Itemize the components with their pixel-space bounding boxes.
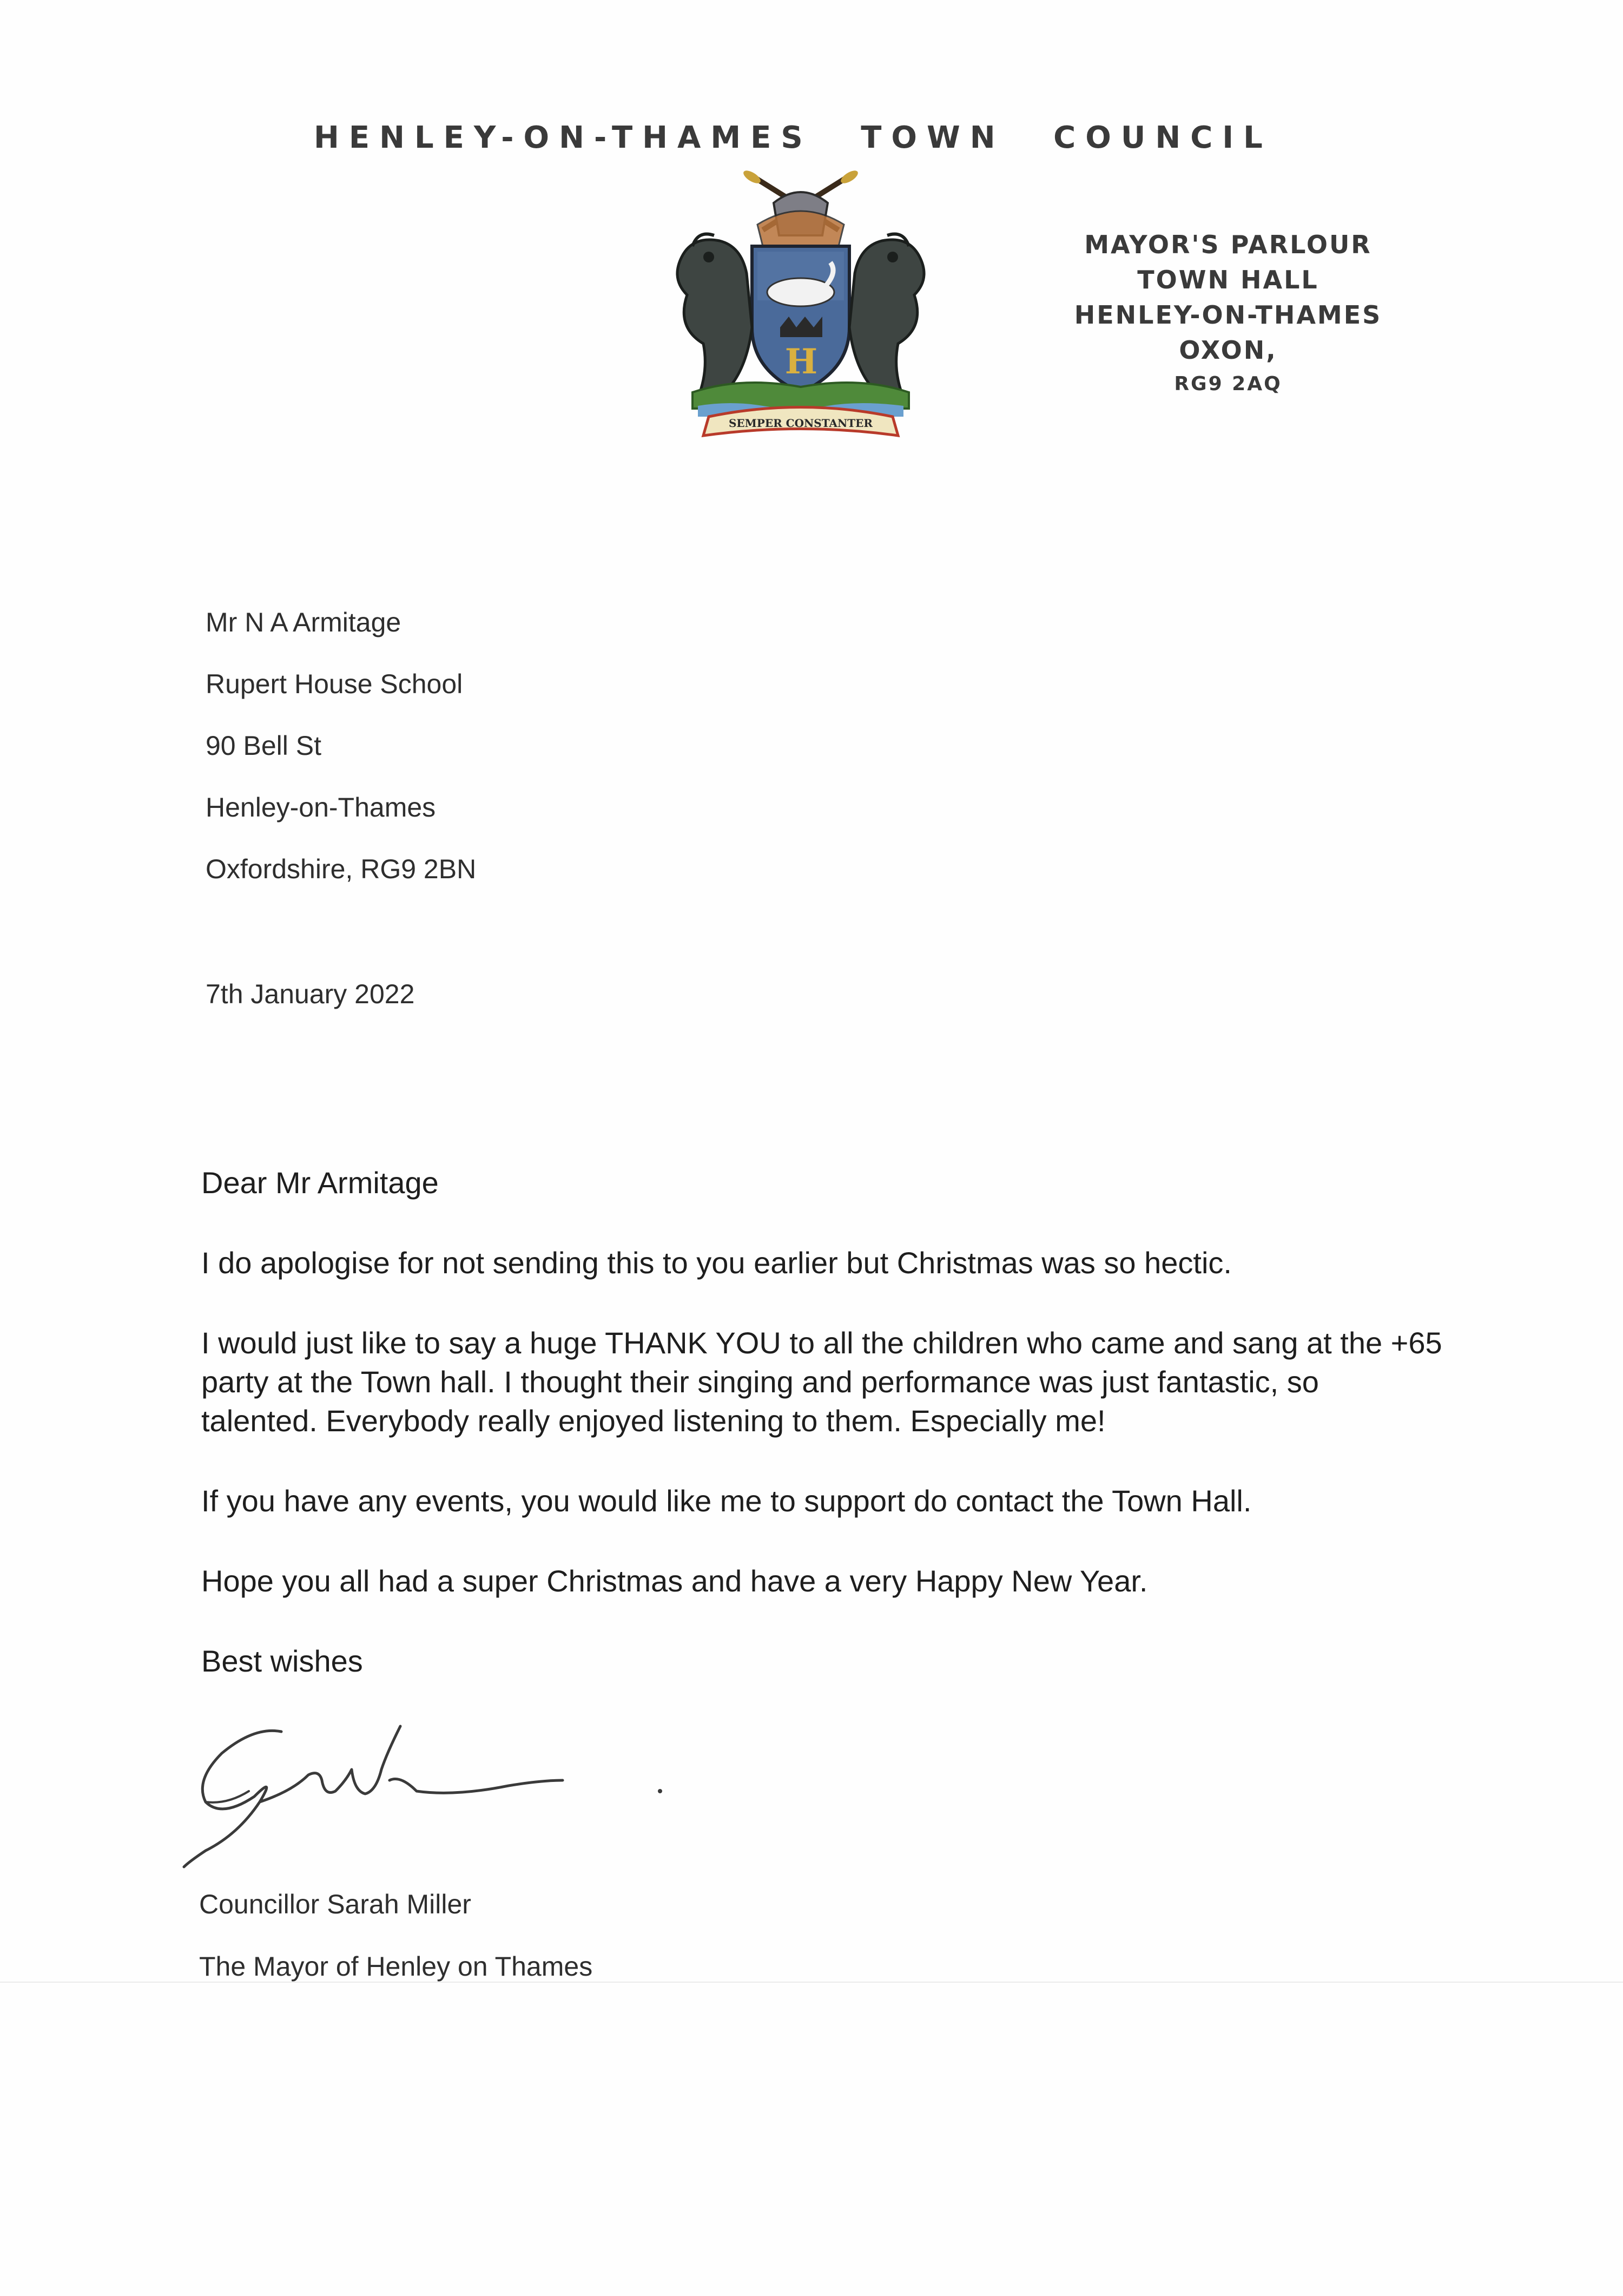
paragraph-thanks-line-2: party at the Town hall. I thought their singing and performance was just fantastic, so [201,1365,1319,1399]
address-line-2: TOWN HALL [1137,265,1319,294]
paragraph-thanks [201,1324,1446,1440]
address-line-1: MAYOR'S PARLOUR [1084,230,1372,259]
paragraph-apology: I do apologise for not sending this to you earlier but Christmas was so hectic. [201,1246,1232,1280]
svg-text:H: H [784,341,818,382]
recipient-county-postcode: Oxfordshire, RG9 2BN [206,854,477,884]
council-address-block [1050,227,1407,400]
letter-date: 7th January 2022 [206,979,415,1009]
council-name-part-1: HENLEY-ON-THAMES [314,120,813,155]
address-line-4: OXON, [1179,335,1277,365]
paragraph-thanks-line-1: I would just like to say a huge THANK YOU to all the children who came and sang at the +65 [201,1326,1442,1360]
recipient-address-block [206,606,476,915]
signatory-name: Councillor Sarah Miller [199,1889,471,1919]
recipient-organisation: Rupert House School [206,669,463,699]
letter-body [201,1163,1446,1722]
paragraph-thanks-line-3: talented. Everybody really enjoyed listening to them. Especially me! [201,1404,1106,1438]
council-name-heading [314,120,1298,155]
recipient-name: Mr N A Armitage [206,607,401,637]
council-name-part-3: COUNCIL [1053,120,1272,155]
crest-motto-text: SEMPER CONSTANTER [728,417,873,430]
paragraph-events: If you have any events, you would like me to support do contact the Town Hall. [201,1484,1252,1518]
council-name-part-2: TOWN [861,120,1005,155]
address-postcode: RG9 2AQ [1174,373,1282,395]
handwritten-signature [173,1710,692,1883]
paragraph-new-year: Hope you all had a super Christmas and have a very Happy New Year. [201,1564,1148,1598]
address-line-3: HENLEY-ON-THAMES [1074,300,1382,330]
coat-of-arms-crest [660,165,941,446]
signatory-title: The Mayor of Henley on Thames [199,1951,593,1982]
closing: Best wishes [201,1644,363,1678]
recipient-town: Henley-on-Thames [206,792,436,823]
recipient-street: 90 Bell St [206,731,322,761]
salutation: Dear Mr Armitage [201,1166,439,1200]
